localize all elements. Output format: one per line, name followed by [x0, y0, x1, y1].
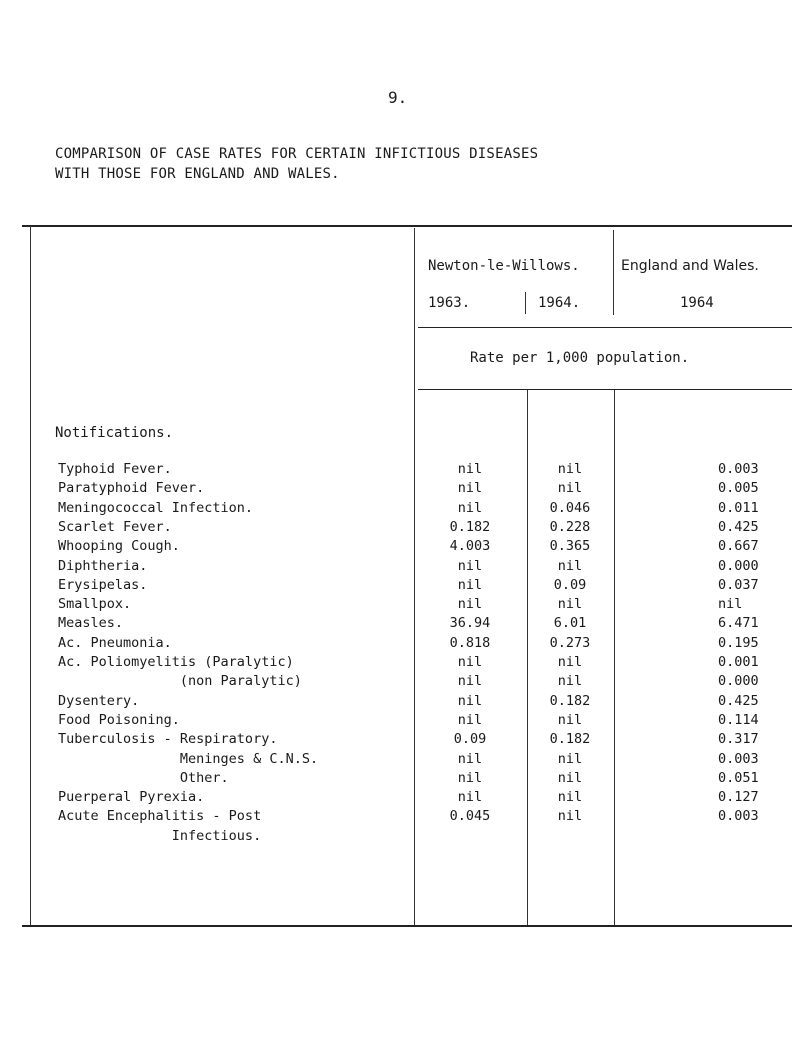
cell-england-wales-value: 0.001: [718, 654, 759, 670]
cell-1964: 0.273: [549, 635, 591, 651]
row-label: Meninges & C.N.S.: [58, 751, 319, 767]
cell-1964: nil: [557, 712, 583, 728]
cell-england-wales-value: 0.003: [718, 808, 759, 824]
cell-1964: 0.09: [553, 577, 587, 593]
cell-1963: 0.182: [449, 519, 491, 535]
cell-1964: nil: [557, 461, 583, 477]
cell-england-wales-value: 0.000: [718, 673, 759, 689]
cell-1963: nil: [457, 480, 483, 496]
row-label: Measles.: [58, 615, 124, 631]
header-newton-le-willows: Newton-le-Willows.: [428, 258, 580, 274]
cell-1963: nil: [457, 500, 483, 516]
row-header-notifications: Notifications.: [55, 425, 174, 441]
cell-1963: nil: [457, 751, 483, 767]
row-label: Meningococcal Infection.: [58, 500, 254, 516]
cell-1963: nil: [457, 577, 483, 593]
cell-1964: nil: [557, 673, 583, 689]
cell-1964: nil: [557, 789, 583, 805]
row-label: Ac. Pneumonia.: [58, 635, 172, 651]
cell-1963: nil: [457, 558, 483, 574]
row-label: Typhoid Fever.: [58, 461, 172, 477]
cell-1964: 0.182: [549, 731, 591, 747]
cell-england-wales: [618, 751, 778, 767]
cell-england-wales: [618, 461, 778, 477]
cell-1963: nil: [457, 596, 483, 612]
row-label: Erysipelas.: [58, 577, 148, 593]
cell-england-wales: [618, 480, 778, 496]
cell-1964: nil: [557, 770, 583, 786]
row-label: (non Paralytic): [58, 673, 302, 689]
cell-england-wales: [618, 828, 778, 844]
cell-england-wales-value: 6.471: [718, 615, 759, 631]
row-label: Paratyphoid Fever.: [58, 480, 205, 496]
cell-england-wales-value: 0.003: [718, 751, 759, 767]
cell-1963: 4.003: [449, 538, 491, 554]
row-label: Whooping Cough.: [58, 538, 180, 554]
cell-england-wales: [618, 654, 778, 670]
column-divider-2: [525, 292, 526, 314]
cell-england-wales-value: 0.195: [718, 635, 759, 651]
row-label: Smallpox.: [58, 596, 132, 612]
cell-england-wales: [618, 693, 778, 709]
document-title-line-2: WITH THOSE FOR ENGLAND AND WALES.: [55, 166, 340, 182]
table-top-rule: [22, 225, 792, 227]
cell-england-wales-value: 0.317: [718, 731, 759, 747]
cell-1964: nil: [557, 558, 583, 574]
cell-england-wales-value: 0.667: [718, 538, 759, 554]
cell-1964: 0.365: [549, 538, 591, 554]
row-label: Acute Encephalitis - Post: [58, 808, 262, 824]
cell-england-wales: [618, 789, 778, 805]
cell-1963: 36.94: [449, 615, 491, 631]
cell-1963: nil: [457, 789, 483, 805]
cell-1964: 0.046: [549, 500, 591, 516]
cell-england-wales: [618, 712, 778, 728]
row-label: Puerperal Pyrexia.: [58, 789, 205, 805]
cell-1963: nil: [457, 770, 483, 786]
cell-england-wales-value: 0.037: [718, 577, 759, 593]
cell-england-wales: [618, 808, 778, 824]
header-rate-label: Rate per 1,000 population.: [470, 350, 690, 366]
header-year-1964: 1964.: [538, 295, 581, 311]
header-year-1964-ew: 1964: [680, 295, 714, 311]
cell-england-wales: [618, 519, 778, 535]
cell-england-wales: [618, 596, 778, 612]
row-label: Dysentery.: [58, 693, 140, 709]
table-bottom-rule: [22, 925, 792, 927]
row-label: Tuberculosis - Respiratory.: [58, 731, 278, 747]
header-england-and-wales: England and Wales.: [621, 258, 759, 274]
row-label: Food Poisoning.: [58, 712, 180, 728]
cell-1964: nil: [557, 808, 583, 824]
row-label: Other.: [58, 770, 229, 786]
row-label: Diphtheria.: [58, 558, 148, 574]
column-divider-3b: [614, 390, 615, 925]
cell-1963: nil: [457, 654, 483, 670]
header-rule-1: [418, 327, 792, 328]
cell-england-wales-value: nil: [718, 596, 743, 612]
cell-1963: nil: [457, 693, 483, 709]
cell-1964: nil: [557, 654, 583, 670]
cell-1963: nil: [457, 673, 483, 689]
column-divider-2b: [527, 390, 528, 925]
cell-england-wales: [618, 558, 778, 574]
cell-1964: nil: [557, 751, 583, 767]
header-rule-2: [418, 389, 792, 390]
cell-england-wales-value: 0.127: [718, 789, 759, 805]
column-divider-3: [613, 230, 614, 315]
cell-england-wales-value: 0.425: [718, 519, 759, 535]
column-divider-1: [414, 228, 415, 925]
header-year-1963: 1963.: [428, 295, 471, 311]
cell-england-wales-value: 0.003: [718, 461, 759, 477]
row-label: Scarlet Fever.: [58, 519, 172, 535]
cell-1963: 0.09: [453, 731, 487, 747]
cell-england-wales: [618, 673, 778, 689]
row-label: Infectious.: [58, 828, 262, 844]
cell-england-wales-value: 0.425: [718, 693, 759, 709]
page-number: 9.: [388, 88, 408, 107]
cell-1964: 0.228: [549, 519, 591, 535]
cell-1964: nil: [557, 596, 583, 612]
cell-1964: 0.182: [549, 693, 591, 709]
cell-england-wales-value: 0.011: [718, 500, 759, 516]
cell-england-wales: [618, 635, 778, 651]
cell-england-wales: [618, 731, 778, 747]
cell-1963: 0.818: [449, 635, 491, 651]
cell-england-wales-value: 0.005: [718, 480, 759, 496]
cell-1964: nil: [557, 480, 583, 496]
cell-england-wales: [618, 538, 778, 554]
document-title-line-1: COMPARISON OF CASE RATES FOR CERTAIN INFICTIOUS DISEASES: [55, 146, 539, 162]
cell-england-wales: [618, 615, 778, 631]
cell-england-wales-value: 0.000: [718, 558, 759, 574]
cell-1963: 0.045: [449, 808, 491, 824]
cell-1963: nil: [457, 461, 483, 477]
cell-england-wales: [618, 770, 778, 786]
cell-england-wales: [618, 577, 778, 593]
cell-england-wales: [618, 500, 778, 516]
table-left-rule: [30, 226, 31, 926]
cell-england-wales-value: 0.051: [718, 770, 759, 786]
cell-1964: 6.01: [553, 615, 587, 631]
cell-england-wales-value: 0.114: [718, 712, 759, 728]
cell-1963: nil: [457, 712, 483, 728]
row-label: Ac. Poliomyelitis (Paralytic): [58, 654, 294, 670]
